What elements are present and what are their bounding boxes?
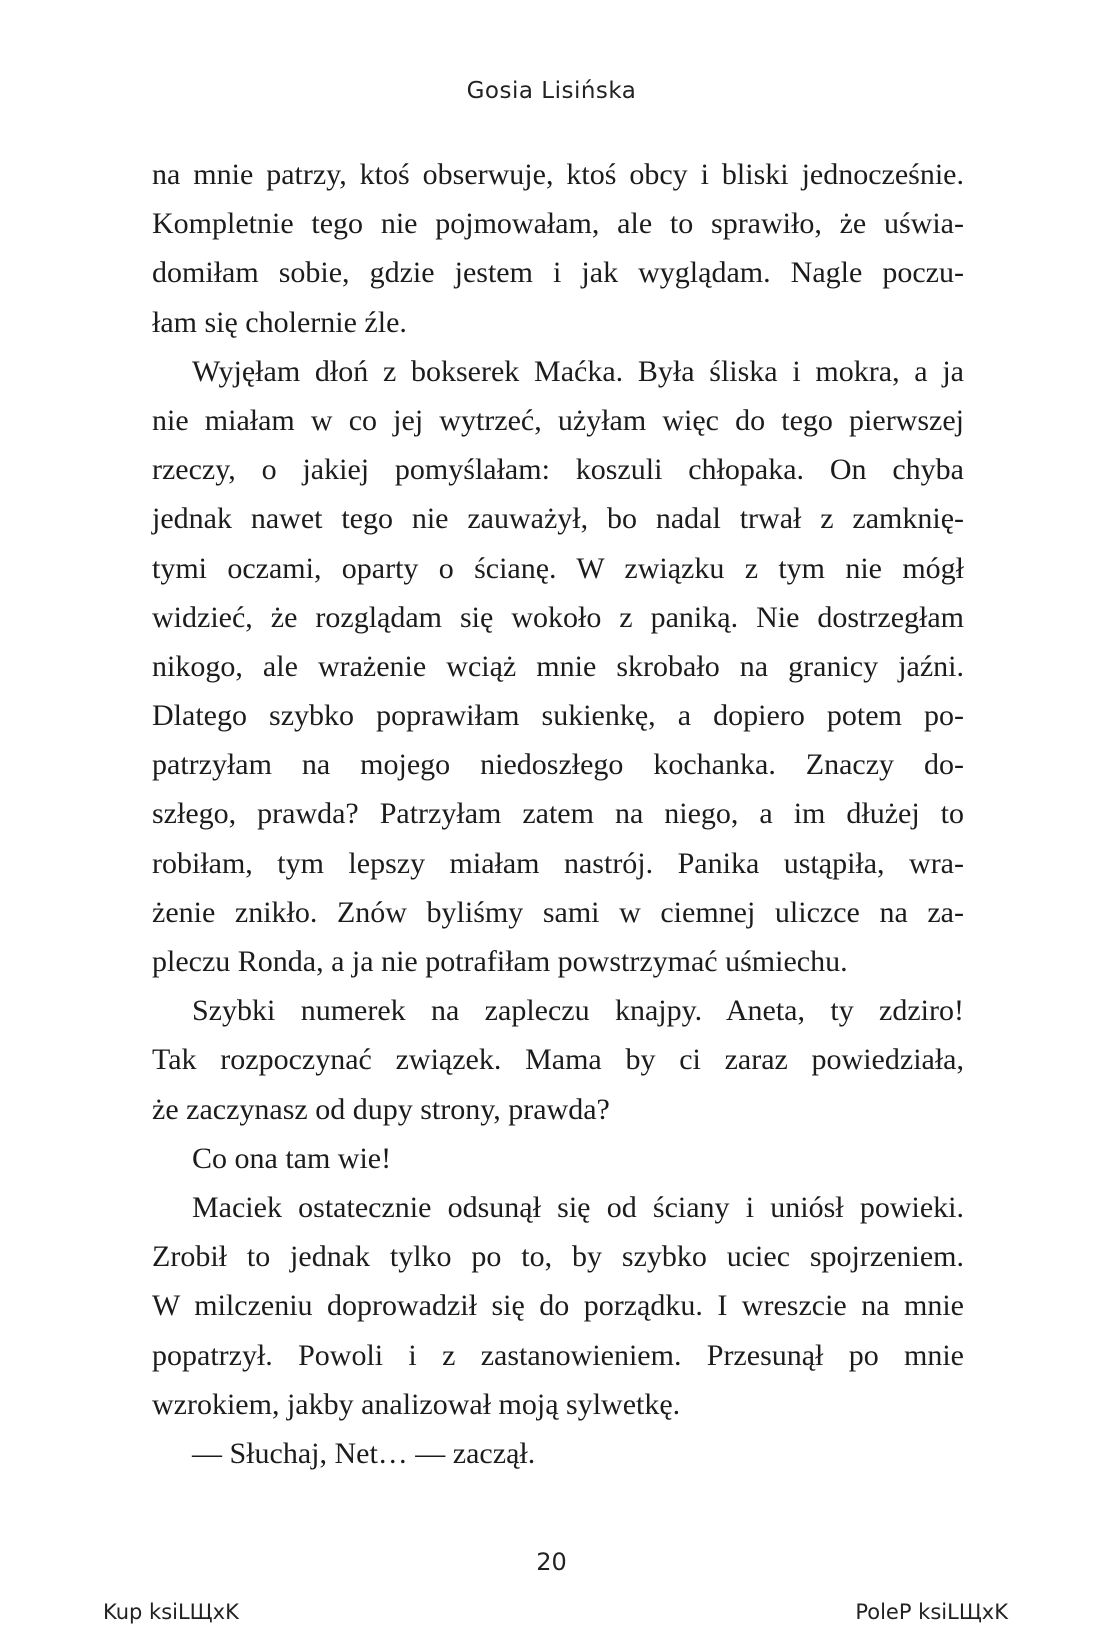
running-header: Gosia Lisińska (466, 78, 637, 104)
text-line: Co ona tam wie! (192, 1141, 392, 1175)
text-line: domiłam sobie, gdzie jestem i jak wyglądam. Nagle poczu- (152, 256, 964, 290)
text-line: — Słuchaj, Net… — zaczął. (192, 1436, 536, 1470)
page-number: 20 (536, 1548, 567, 1576)
text-line: pleczu Ronda, a ja nie potrafiłam powstrzymać uśmiechu. (152, 945, 848, 978)
text-line: łam się cholernie źle. (152, 305, 407, 339)
text-line: tymi oczami, oparty o ścianę. W związku z tym nie mógł (152, 551, 964, 585)
text-line: że zaczynasz od dupy strony, prawda? (152, 1092, 610, 1126)
recommend-book-link[interactable]: PoleP ksiLЩxK (855, 1600, 1008, 1624)
text-line: szłego, prawda? Patrzyłam zatem na niego, a im dłużej to (152, 797, 964, 831)
text-line: Wyjęłam dłoń z bokserek Maćka. Była śliska i mokra, a ja (192, 354, 964, 388)
text-line: Zrobił to jednak tylko po to, by szybko uciec spojrzeniem. (152, 1240, 964, 1274)
text-line: patrzyłam na mojego niedoszłego kochanka. Znaczy do- (152, 748, 964, 782)
text-line: wzrokiem, jakby analizował moją sylwetkę. (152, 1387, 681, 1421)
text-line: widzieć, że rozglądam się wokoło z paniką. Nie dostrzegłam (152, 600, 964, 634)
text-line: Tak rozpoczynać związek. Mama by ci zaraz powiedziała, (152, 1043, 964, 1077)
text-line: na mnie patrzy, ktoś obserwuje, ktoś obcy i bliski jednocześnie. (152, 158, 964, 191)
text-line: nikogo, ale wrażenie wciąż mnie skrobało na granicy jaźni. (152, 649, 964, 683)
text-line: rzeczy, o jakiej pomyślałam: koszuli chłopaka. On chyba (152, 453, 964, 487)
text-line: jednak nawet tego nie zauważył, bo nadal trwał z zamknię- (152, 502, 964, 536)
text-line: nie miałam w co jej wytrzeć, użyłam więc do tego pierwszej (152, 403, 964, 437)
text-line: Dlatego szybko poprawiłam sukienkę, a dopiero potem po- (152, 699, 964, 733)
text-line: żenie znikło. Znów byliśmy sami w ciemnej uliczce na za- (152, 895, 964, 929)
text-line: W milczeniu doprowadził się do porządku. I wreszcie na mnie (152, 1289, 964, 1323)
text-line: Szybki numerek na zapleczu knajpy. Aneta, ty zdziro! (192, 994, 964, 1028)
text-line: Maciek ostatecznie odsunął się od ściany i uniósł powieki. (192, 1190, 964, 1224)
text-line: Kompletnie tego nie pojmowałam, ale to sprawiło, że uświa- (152, 207, 964, 241)
body-text (152, 150, 964, 1478)
buy-book-link[interactable]: Kup ksiLЩxK (103, 1600, 239, 1624)
text-line: popatrzył. Powoli i z zastanowieniem. Przesunął po mnie (152, 1338, 964, 1372)
text-line: robiłam, tym lepszy miałam nastrój. Panika ustąpiła, wra- (152, 846, 964, 880)
